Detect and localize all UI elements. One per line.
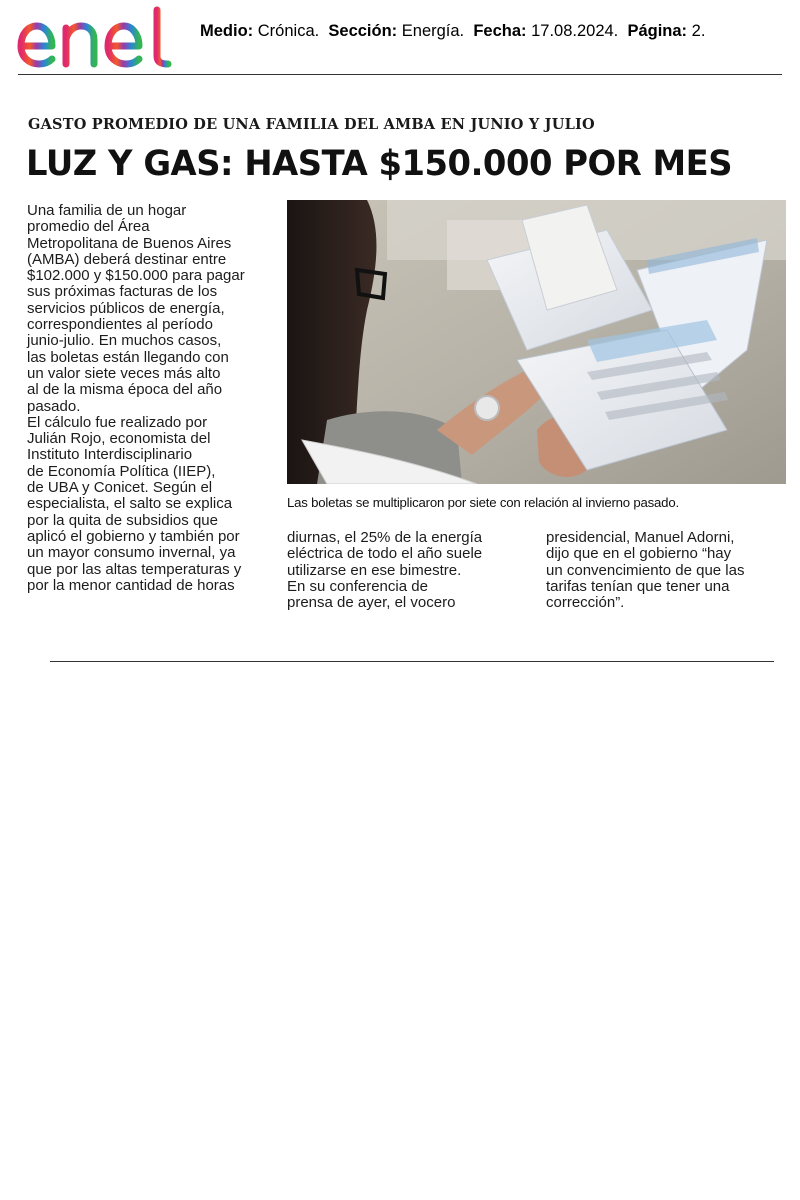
photo-caption: Las boletas se multiplicaron por siete con relación al invierno pasado. — [287, 495, 679, 510]
body-text-line: eléctrica de todo el año suele — [287, 545, 483, 563]
body-text-line: promedio del Área — [27, 218, 150, 236]
pagina-label: Página: — [627, 22, 688, 40]
enel-logo — [16, 6, 184, 70]
publication-meta — [200, 22, 705, 41]
body-text-line: (AMBA) deberá destinar entre — [27, 250, 227, 268]
article-photo — [287, 200, 786, 484]
article-column-3 — [546, 530, 782, 611]
pagina-value: 2. — [691, 22, 706, 40]
article-headline: LUZ Y GAS: HASTA $150.000 POR MES — [26, 144, 733, 184]
body-text-line: junio-julio. En muchos casos, — [27, 332, 222, 350]
body-text-line: por la quita de subsidios que — [27, 511, 218, 529]
body-text-line: corrección”. — [546, 594, 625, 612]
header-divider — [18, 74, 782, 75]
body-text-line: servicios públicos de energía, — [27, 299, 225, 317]
body-text-line: Instituto Interdisciplinario — [27, 446, 193, 464]
body-text-line: que por las altas temperaturas y — [27, 560, 242, 578]
body-text-line: diurnas, el 25% de la energía — [287, 529, 483, 546]
body-text-line: utilizarse en ese bimestre. — [287, 561, 462, 579]
medio-value: Crónica. — [257, 22, 320, 40]
article-column-2 — [287, 530, 522, 611]
body-text-line: Julián Rojo, economista del — [27, 430, 211, 448]
body-text-line: $102.000 y $150.000 para pagar — [27, 267, 245, 285]
fecha-value: 17.08.2024. — [531, 22, 619, 40]
footer-divider — [50, 661, 774, 662]
body-text-line: presidencial, Manuel Adorni, — [546, 529, 735, 546]
seccion-label: Sección: — [328, 22, 398, 40]
body-text-line: de UBA y Conicet. Según el — [27, 479, 213, 497]
body-text-line: especialista, el salto se explica — [27, 495, 233, 513]
body-text-line: de Economía Política (IIEP), — [27, 462, 216, 480]
body-text-line: prensa de ayer, el vocero — [287, 594, 456, 612]
body-text-line: aplicó el gobierno y también por — [27, 527, 240, 545]
body-text-line: correspondientes al período — [27, 316, 213, 334]
body-text-line: un mayor consumo invernal, ya — [27, 544, 236, 562]
body-text-line: un convencimiento de que las — [546, 561, 745, 579]
body-text-line: Metropolitana de Buenos Aires — [27, 234, 232, 252]
body-text-line: las boletas están llegando con — [27, 348, 229, 366]
body-text-line: sus próximas facturas de los — [27, 283, 218, 301]
fecha-label: Fecha: — [473, 22, 527, 40]
body-text-line: por la menor cantidad de horas — [27, 576, 235, 594]
seccion-value: Energía. — [401, 22, 465, 40]
body-text-line: un valor siete veces más alto — [27, 364, 221, 382]
article-column-1 — [27, 203, 273, 594]
medio-label: Medio: — [200, 22, 254, 40]
body-text-line: El cálculo fue realizado por — [27, 413, 208, 431]
body-text-line: pasado. — [27, 397, 81, 415]
body-text-line: tarifas tenían que tener una — [546, 577, 730, 595]
body-text-line: al de la misma época del año — [27, 381, 223, 399]
body-text-line: Una familia de un hogar — [27, 202, 187, 219]
body-text-line: En su conferencia de — [287, 577, 428, 595]
article-kicker: GASTO PROMEDIO DE UNA FAMILIA DEL AMBA EN JUNIO Y JULIO — [28, 116, 595, 133]
body-text-line: dijo que en el gobierno “hay — [546, 545, 732, 563]
